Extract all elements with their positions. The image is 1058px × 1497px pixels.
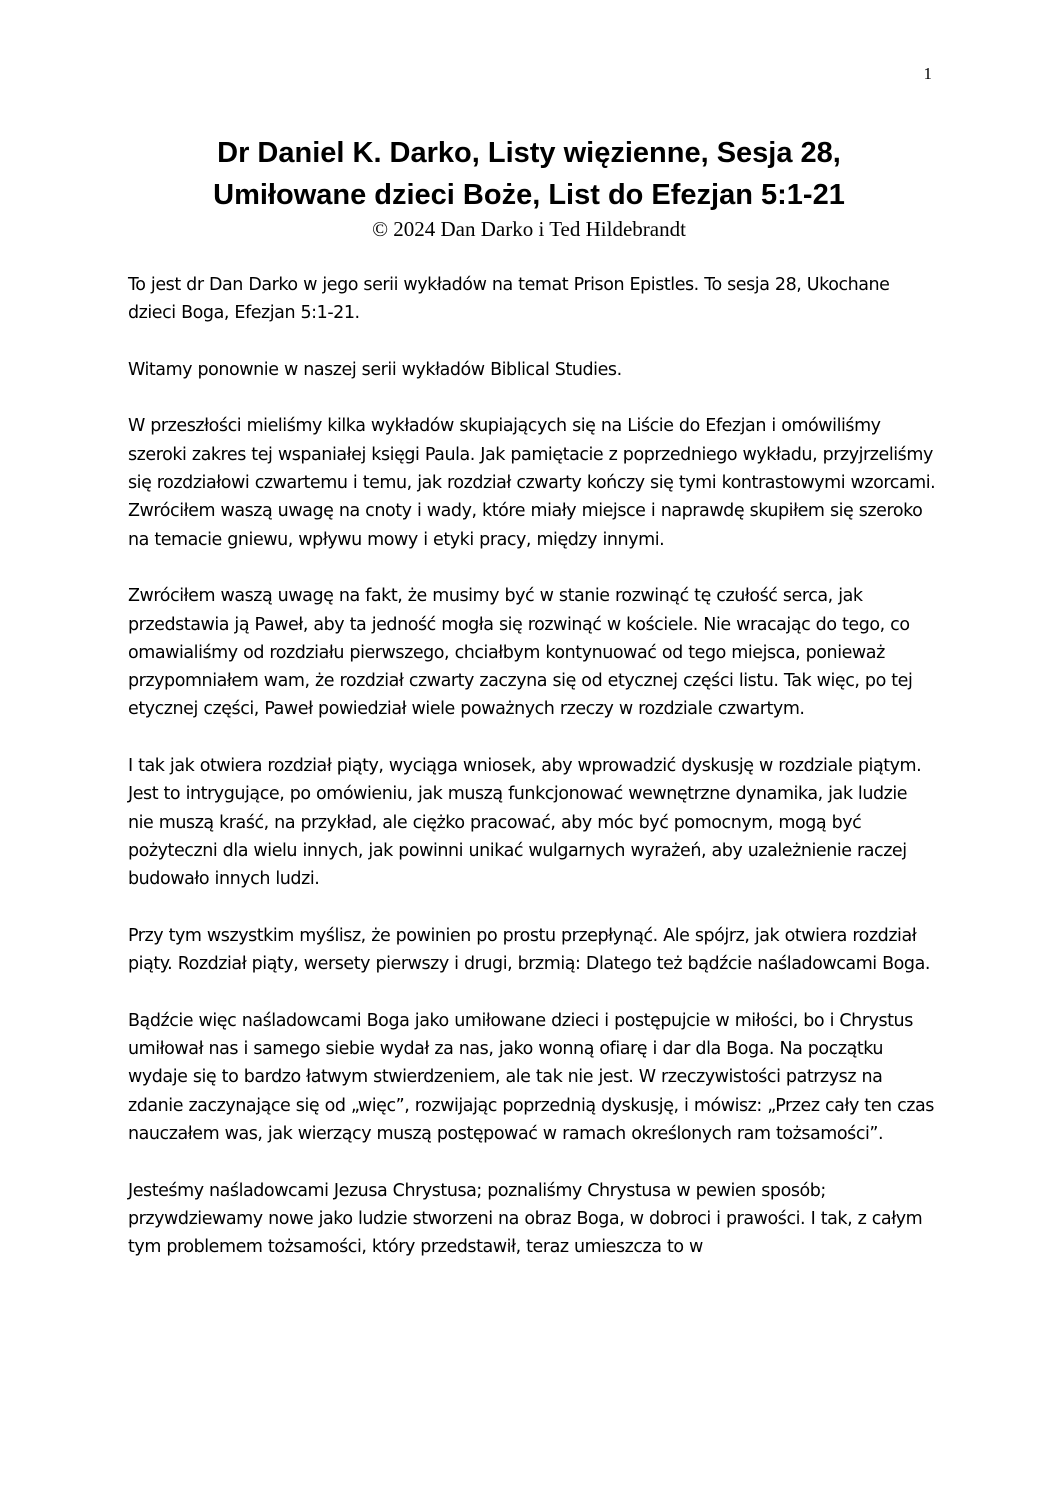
- page-number: 1: [923, 64, 932, 83]
- document-header: [100, 132, 958, 242]
- document-title: [100, 132, 958, 216]
- paragraph: I tak jak otwiera rozdział piąty, wyciąga wniosek, aby wprowadzić dyskusję w rozdziale piątym. Jest to intrygujące, po omówieniu, jak muszą funkcjonować wewnętrzne dynamika, jak ludzie nie muszą kraść, na przykład, ale ciężko pracować, aby móc być pomocnym, mogą być pożyteczni dla wielu innych, jak powinni unikać wulgarnych wyrażeń, aby uzależnienie raczej budowało innych ludzi.: [128, 756, 922, 890]
- paragraph: Zwróciłem waszą uwagę na fakt, że musimy być w stanie rozwinąć tę czułość serca, jak przedstawia ją Paweł, aby ta jedność mogła się rozwinąć w kościele. Nie wracając do tego, co omawialiśmy od rozdziału pierwszego, chciałbym kontynuować od tego miejsca, ponieważ przypomniałem wam, że rozdział czwarty zaczyna się od etycznej części listu. Tak więc, po tej etycznej części, Paweł powiedział wiele poważnych rzeczy w rozdziale czwartym.: [128, 586, 913, 720]
- document-body: [128, 271, 936, 1290]
- title-line-1: Dr Daniel K. Darko, Listy więzienne, Sesja 28,: [217, 137, 841, 169]
- title-line-2: Umiłowane dzieci Boże, List do Efezjan 5:1-21: [213, 179, 845, 211]
- paragraph: Przy tym wszystkim myślisz, że powinien po prostu przepłynąć. Ale spójrz, jak otwiera rozdział piąty. Rozdział piąty, wersety pierwszy i drugi, brzmią: Dlatego też bądźcie naśladowcami Boga.: [128, 925, 930, 975]
- paragraph: Jesteśmy naśladowcami Jezusa Chrystusa; poznaliśmy Chrystusa w pewien sposób; przywdziewamy nowe jako ludzie stworzeni na obraz Boga, w dobroci i prawości. I tak, z całym tym problemem tożsamości, który przedstawił, teraz umieszcza to w: [128, 1180, 923, 1258]
- copyright-line: © 2024 Dan Darko i Ted Hildebrandt: [372, 217, 686, 241]
- paragraph: Witamy ponownie w naszej serii wykładów Biblical Studies.: [128, 359, 622, 380]
- paragraph: W przeszłości mieliśmy kilka wykładów skupiających się na Liście do Efezjan i omówiliśmy szeroki zakres tej wspaniałej księgi Paula. Jak pamiętacie z poprzedniego wykładu, przyjrzeliśmy się rozdziałowi czwartemu i temu, jak rozdział czwarty kończy się tymi kontrastowymi wzorcami. Zwróciłem waszą uwagę na cnoty i wady, które miały miejsce i naprawdę skupiłem się szeroko na temacie gniewu, wpływu mowy i etyki pracy, między innymi.: [128, 416, 936, 550]
- paragraph: To jest dr Dan Darko w jego serii wykładów na temat Prison Epistles. To sesja 28, Ukochane dzieci Boga, Efezjan 5:1-21.: [128, 275, 890, 324]
- paragraph: Bądźcie więc naśladowcami Boga jako umiłowane dzieci i postępujcie w miłości, bo i Chrystus umiłował nas i samego siebie wydał za nas, jako wonną ofiarę i dar dla Boga. Na początku wydaje się to bardzo łatwym stwierdzeniem, ale tak nie jest. W rzeczywistości patrzysz na zdanie zaczynające się od „więc”, rozwijając poprzednią dyskusję, i mówisz: „Przez cały ten czas nauczałem was, jak wierzący muszą postępować w ramach określonych ram tożsamości”.: [128, 1010, 934, 1144]
